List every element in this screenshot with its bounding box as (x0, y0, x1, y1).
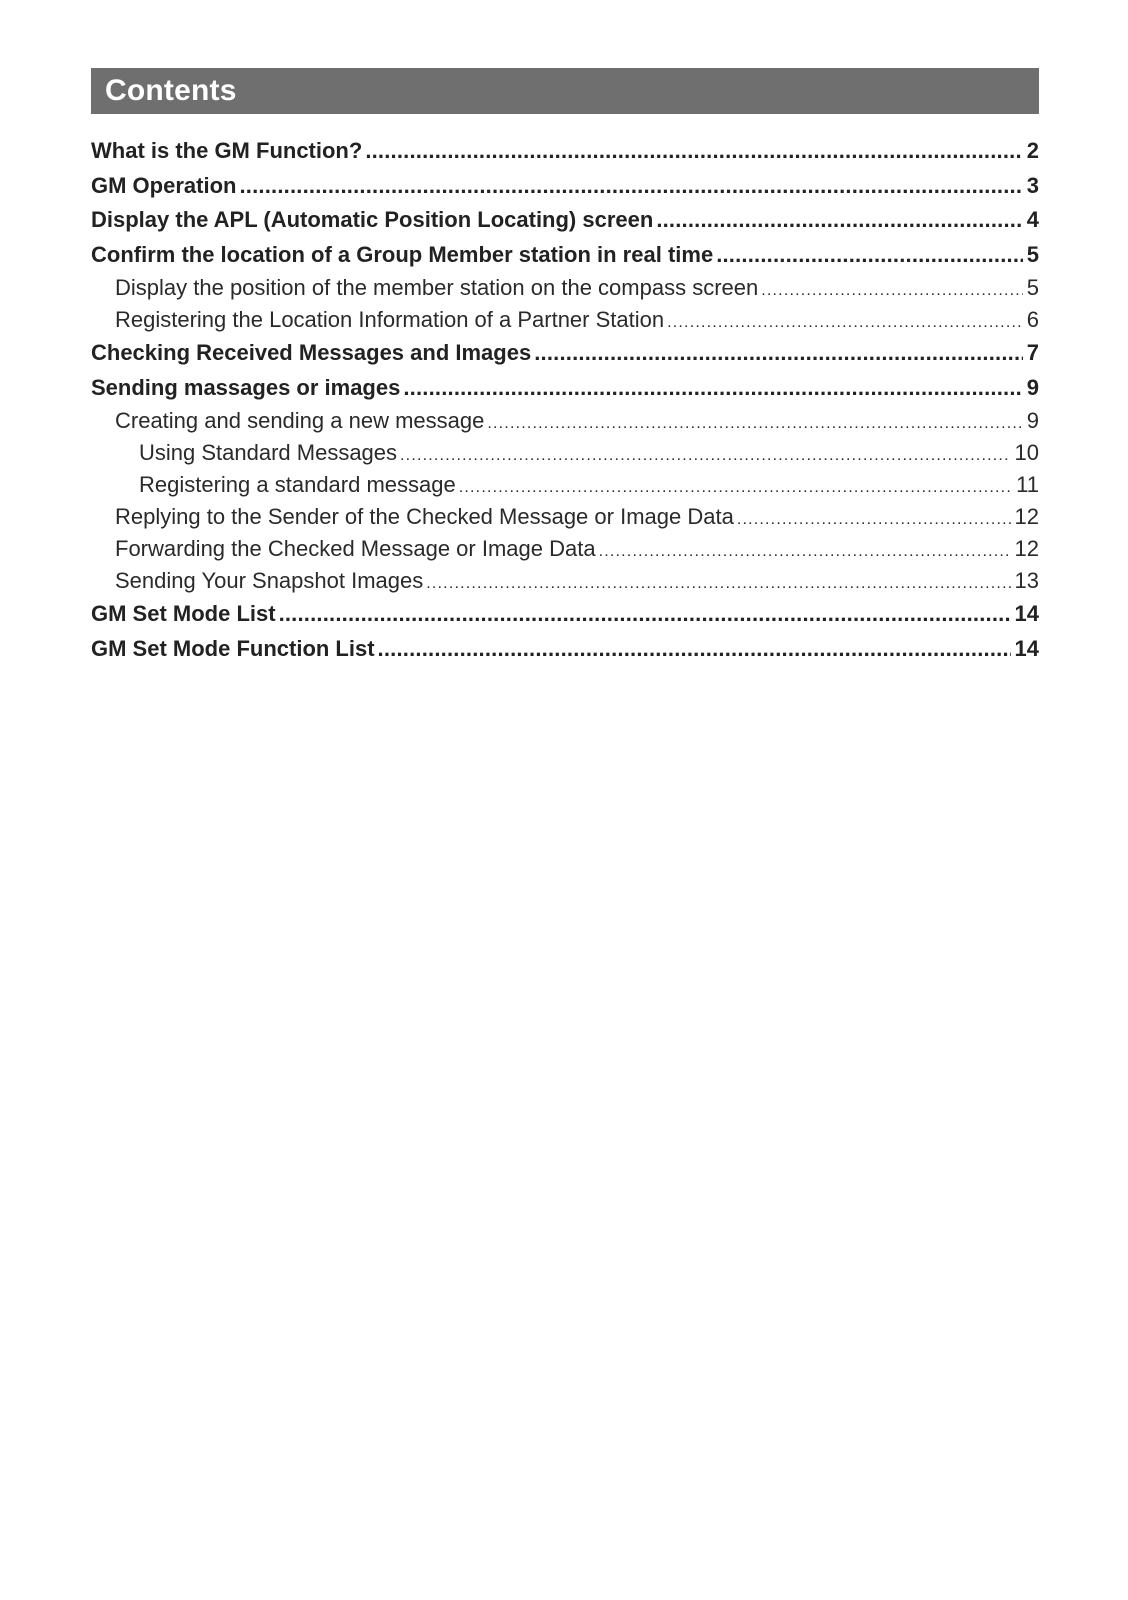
toc-entry-title: Registering the Location Information of a Partner Station (115, 307, 665, 332)
toc-entry-page-number: 12 (1014, 504, 1039, 529)
dot-leader (279, 597, 1011, 632)
contents-page (91, 68, 1039, 666)
toc-entry[interactable] (91, 336, 1039, 371)
toc-entry[interactable] (91, 238, 1039, 273)
toc-entry-page-number: 9 (1026, 408, 1039, 433)
toc-entry[interactable] (91, 632, 1039, 667)
toc-entry[interactable] (91, 169, 1039, 204)
toc-entry-title: Checking Received Messages and Images (91, 340, 532, 365)
dot-leader (378, 632, 1011, 667)
toc-entry-page-number: 11 (1016, 472, 1039, 497)
contents-heading-bar (91, 68, 1039, 114)
toc-entry[interactable] (91, 405, 1039, 437)
toc-entry[interactable] (91, 134, 1039, 169)
toc-entry-title: Display the position of the member station on the compass screen (115, 275, 759, 300)
toc-entry[interactable] (91, 304, 1039, 336)
toc-entry-page-number: 13 (1014, 568, 1039, 593)
toc-entry[interactable] (91, 501, 1039, 533)
toc-entry[interactable] (91, 469, 1039, 501)
dot-leader (365, 134, 1022, 169)
toc-entry-title: Sending Your Snapshot Images (115, 568, 424, 593)
page-title: Contents (105, 74, 237, 107)
dot-leader (716, 238, 1023, 273)
toc-entry-title: What is the GM Function? (91, 138, 363, 163)
toc-entry-page-number: 7 (1026, 340, 1039, 365)
dot-leader (534, 336, 1023, 371)
toc-entry[interactable] (91, 272, 1039, 304)
dot-leader (667, 304, 1023, 336)
toc-entry[interactable] (91, 371, 1039, 406)
dot-leader (459, 469, 1012, 501)
toc-entry-page-number: 6 (1026, 307, 1039, 332)
dot-leader (761, 272, 1023, 304)
dot-leader (656, 203, 1022, 238)
toc-entry-page-number: 10 (1014, 440, 1039, 465)
toc-entry-title: Sending massages or images (91, 374, 401, 400)
toc-entry[interactable] (91, 437, 1039, 469)
toc-entry-title: Replying to the Sender of the Checked Message or Image Data (115, 504, 734, 529)
toc-entry-title: Forwarding the Checked Message or Image Data (115, 536, 596, 561)
dot-leader (426, 565, 1010, 597)
toc-entry-page-number: 9 (1026, 374, 1039, 400)
dot-leader (400, 437, 1010, 469)
dot-leader (487, 405, 1022, 437)
toc-entry[interactable] (91, 203, 1039, 238)
toc-entry-title: GM Operation (91, 172, 237, 198)
toc-entry-title: Creating and sending a new message (115, 408, 485, 433)
table-of-contents (91, 134, 1039, 666)
toc-entry[interactable] (91, 533, 1039, 565)
toc-entry-title: Using Standard Messages (139, 440, 398, 465)
dot-leader (403, 371, 1022, 406)
toc-entry-title: GM Set Mode Function List (91, 635, 375, 661)
toc-entry-page-number: 12 (1014, 536, 1039, 561)
toc-entry-title: Display the APL (Automatic Position Locating) screen (91, 207, 654, 232)
toc-entry-page-number: 5 (1026, 275, 1039, 300)
dot-leader (239, 169, 1022, 204)
toc-entry[interactable] (91, 565, 1039, 597)
toc-entry-page-number: 14 (1014, 601, 1039, 626)
toc-entry-title: Registering a standard message (139, 472, 456, 497)
dot-leader (737, 501, 1011, 533)
toc-entry-page-number: 14 (1014, 635, 1039, 661)
dot-leader (599, 533, 1011, 565)
toc-entry-page-number: 3 (1026, 172, 1039, 198)
toc-entry-title: Confirm the location of a Group Member station in real time (91, 241, 714, 267)
toc-entry[interactable] (91, 597, 1039, 632)
toc-entry-title: GM Set Mode List (91, 601, 276, 626)
toc-entry-page-number: 4 (1026, 207, 1039, 232)
toc-entry-page-number: 2 (1026, 138, 1039, 163)
toc-entry-page-number: 5 (1026, 241, 1039, 267)
